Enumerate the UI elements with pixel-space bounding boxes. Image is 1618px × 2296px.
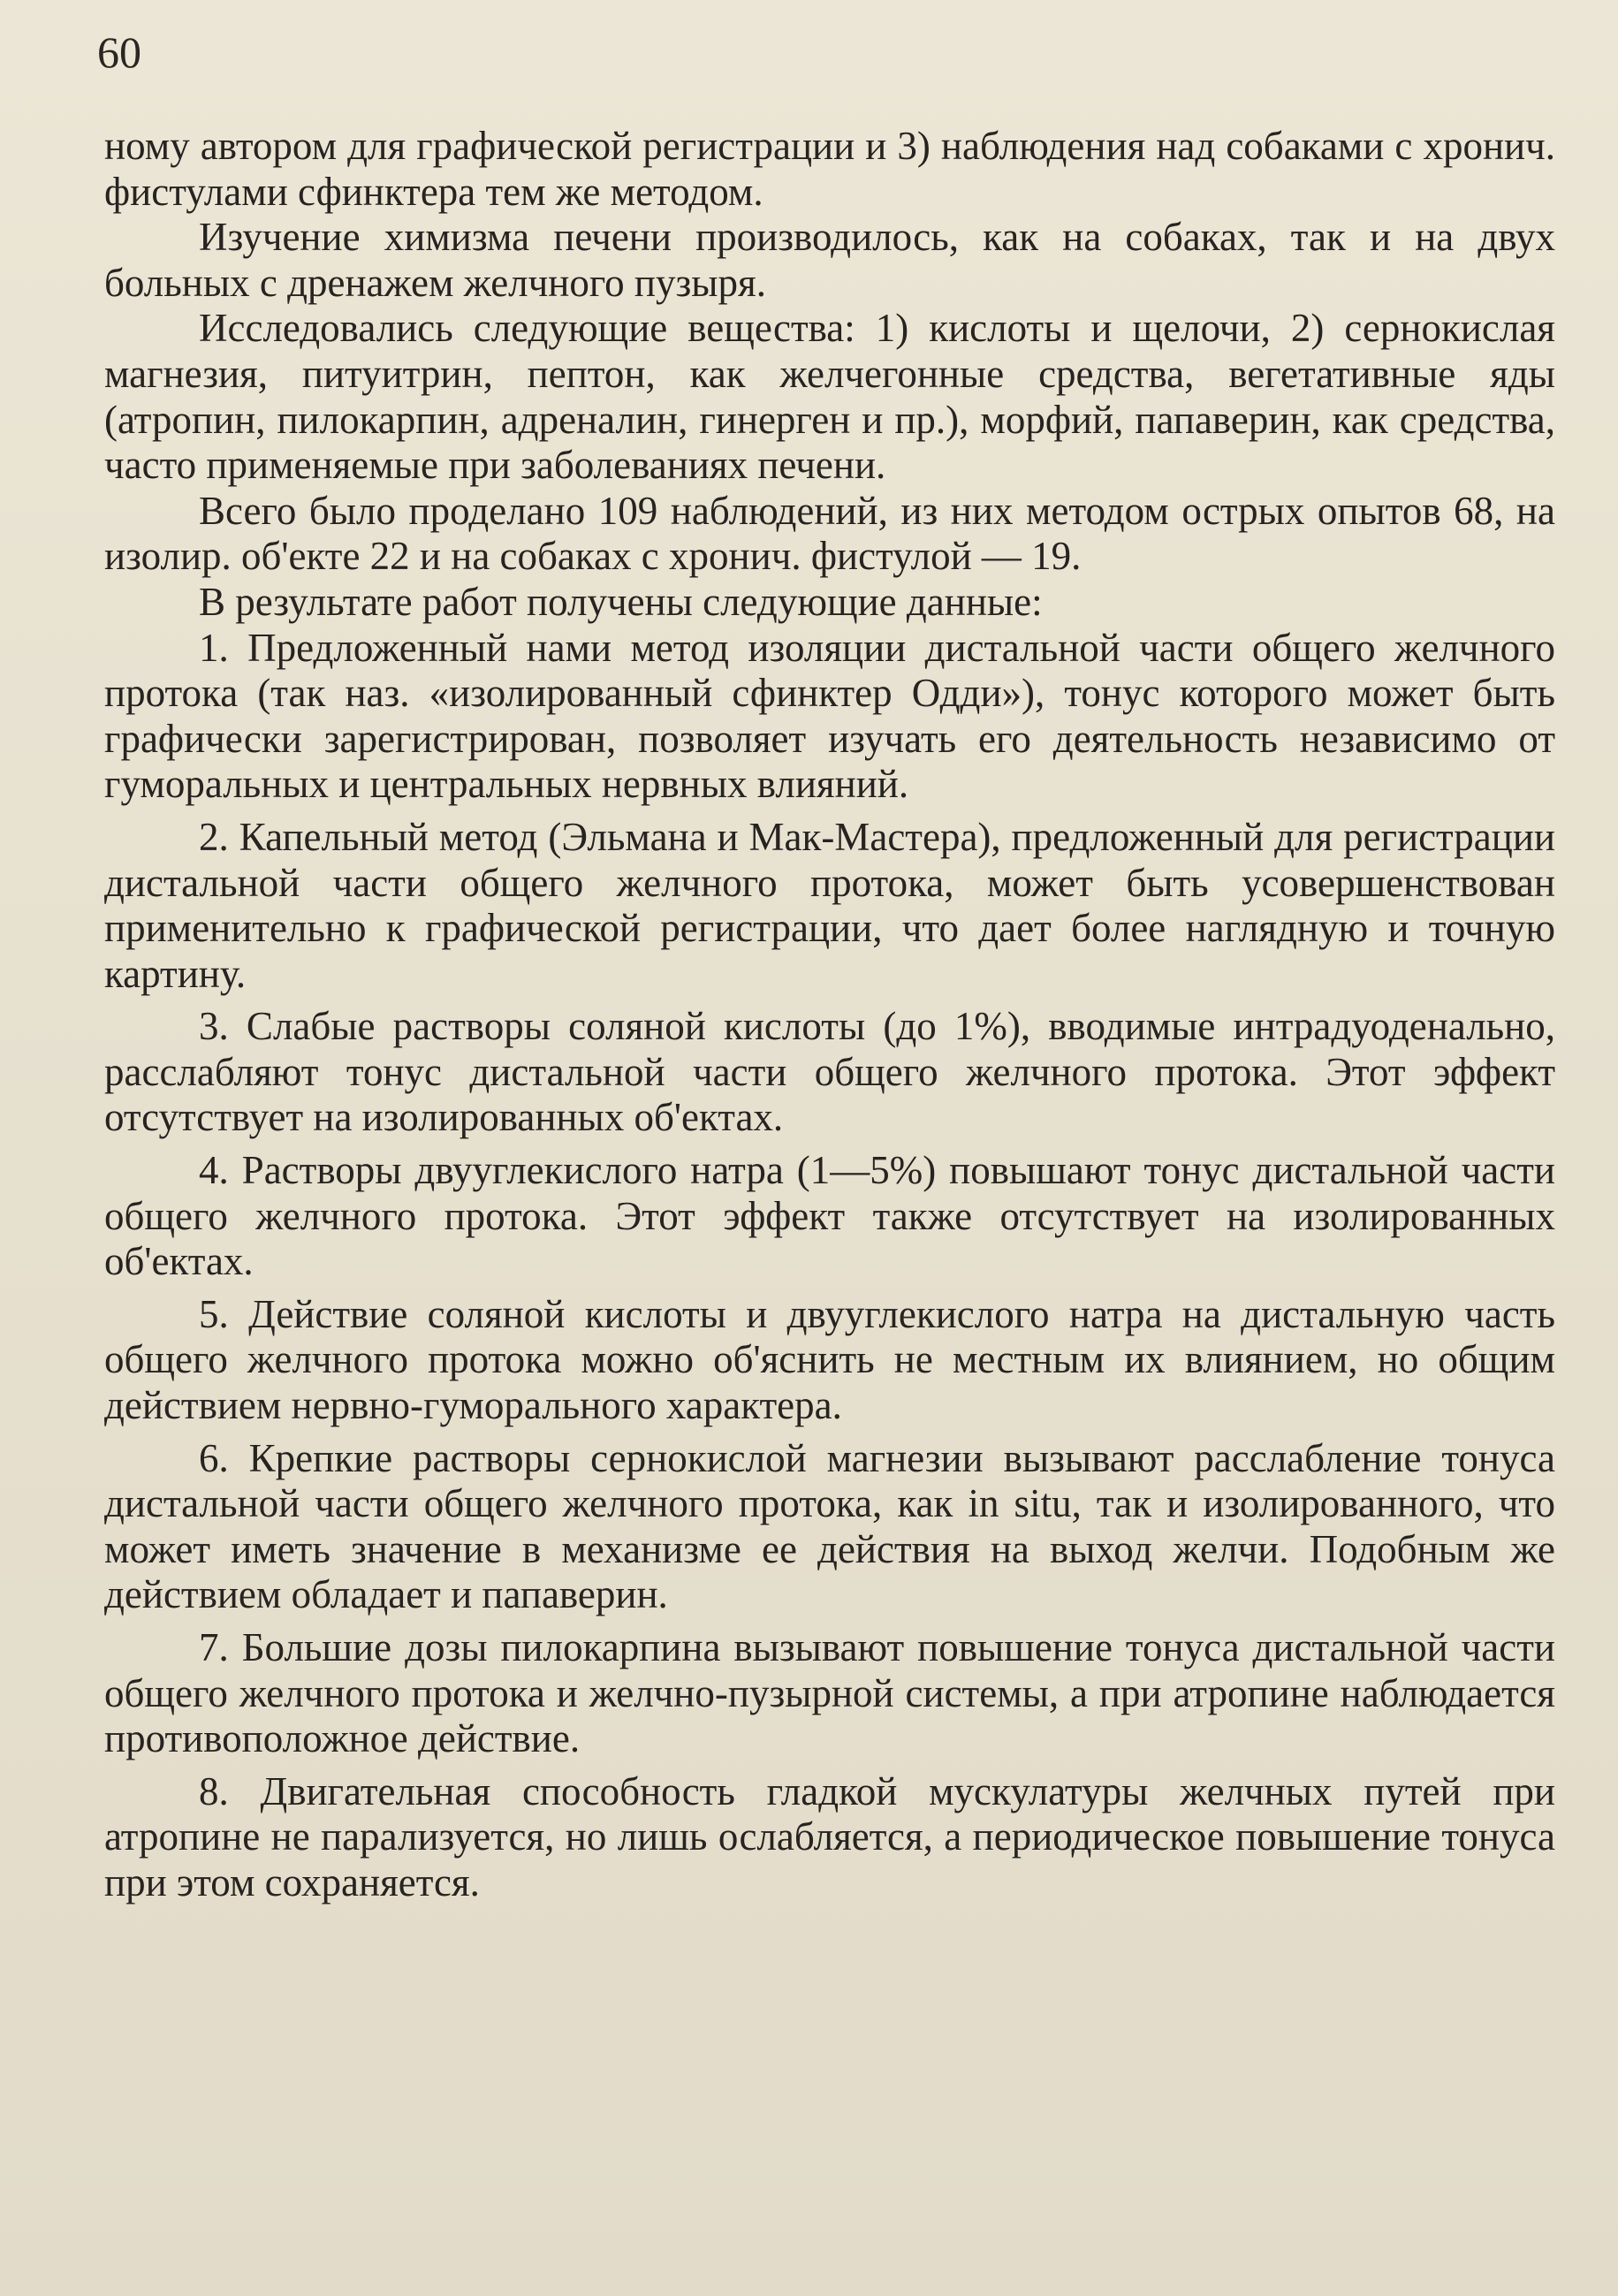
- result-item-6: 6. Крепкие растворы сернокислой магнезии вызывают расслабление тонуса дистальной части общего желчного протока, как in situ, так и изолированного, что может иметь значение в механизме ее действия на выход желчи. Подобным же действием обладает и папаверин.: [104, 1435, 1555, 1617]
- result-item-4: 4. Растворы двууглекислого натра (1—5%) повышают тонус дистальной части общего желчного протока. Этот эффект также отсутствует на изолированных об'ектах.: [104, 1148, 1555, 1284]
- paragraph-liver-chemistry: Изучение химизма печени производилось, как на собаках, так и на двух больных с дренажем желчного пузыря.: [104, 215, 1555, 305]
- paragraph-substances: Исследовались следующие вещества: 1) кислоты и щелочи, 2) сернокислая магнезия, питуитрин, пептон, как желчегонные средства, вегетативные яды (атропин, пилокарпин, адреналин, гинерген и пр.), морфий, папаверин, как средства, часто применяемые при заболеваниях печени.: [104, 306, 1555, 488]
- result-item-7: 7. Большие дозы пилокарпина вызывают повышение тонуса дистальной части общего желчного протока и желчно-пузырной системы, а при атропине наблюдается противоположное действие.: [104, 1625, 1555, 1761]
- result-item-5: 5. Действие соляной кислоты и двууглекислого натра на дистальную часть общего желчного протока можно об'яснить не местным их влиянием, но общим действием нервно-гуморального характера.: [104, 1291, 1555, 1428]
- paragraph-continuation: ному автором для графической регистрации и 3) наблюдения над собаками с хронич. фистулами сфинктера тем же методом.: [104, 124, 1555, 214]
- result-item-2: 2. Капельный метод (Эльмана и Мак-Мастера), предложенный для регистрации дистальной части общего желчного протока, может быть усовершенствован применительно к графической регистрации, что дает более наглядную и точную картину.: [104, 814, 1555, 996]
- result-item-3: 3. Слабые растворы соляной кислоты (до 1%), вводимые интрадуоденально, расслабляют тонус дистальной части общего желчного протока. Этот эффект отсутствует на изолированных об'ектах.: [104, 1004, 1555, 1140]
- result-item-8: 8. Двигательная способность гладкой мускулатуры желчных путей при атропине не парализуется, но лишь ослабляется, а периодическое повышение тонуса при этом сохраняется.: [104, 1768, 1555, 1904]
- result-item-1: 1. Предложенный нами метод изоляции дистальной части общего желчного протока (так наз. «изолированный сфинктер Одди»), тонус которого может быть графически зарегистрирован, позволяет изучать его деятельность независимо от гуморальных и центральных нервных влияний.: [104, 625, 1555, 807]
- body-text: [104, 124, 1555, 1906]
- paragraph-observations-count: Всего было проделано 109 наблюдений, из них методом острых опытов 68, на изолир. об'екте 22 и на собаках с хронич. фистулой — 19.: [104, 488, 1555, 579]
- page-number: 60: [97, 27, 141, 77]
- paragraph-results-intro: В результате работ получены следующие данные:: [199, 579, 1043, 624]
